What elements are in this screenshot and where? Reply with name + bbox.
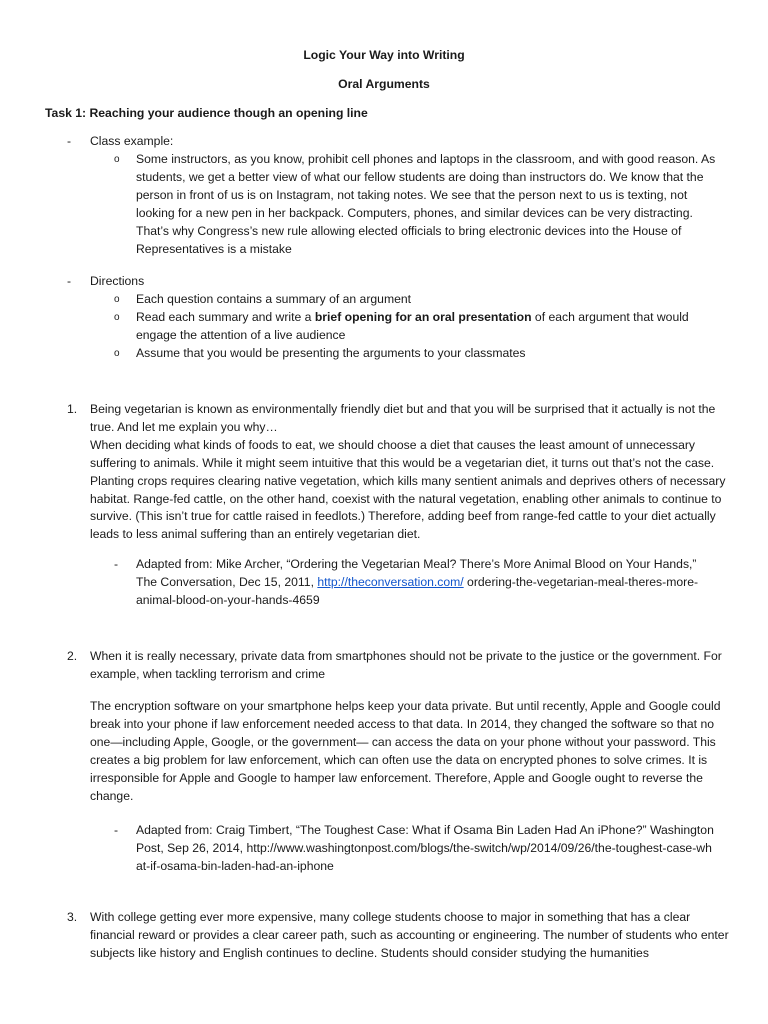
question-3-number: 3. [67,910,78,924]
dash-marker: - [114,557,119,571]
question-3-intro: With college getting ever more expensive, many college students choose to major in something that has a clear financial reward or provides a clear career path, such as accounting or engineering. The number of students who enter subjects like history and English continues to decline. Students should consider studying the humanities [90,910,729,960]
document-title: Logic Your Way into Writing [303,48,465,62]
bullet-marker: o [114,348,120,359]
class-example-text: Some instructors, as you know, prohibit cell phones and laptops in the classroom, and with good reason. As students, we get a better view of what our fellow students are doing than instructors do. We know that the person in front of us is on Instagram, not taking notes. We see that the person next to us is texting, not looking for a new pen in her backpack. Computers, phones, and similar devices can be very distracting. That’s why Congress’s new rule allowing elected officials to bring electronic devices into the House of Representatives is a mistake [136,152,716,256]
question-2-source: Adapted from: Craig Timbert, “The Toughest Case: What if Osama Bin Laden Had An iPhone?” Washington Post, Sep 26, 2014, http://www.washingtonpost.com/blogs/the-switch/wp/2014/09/26/the-toughest-case-what-if-osama-bin-laden-had-an-iphone [136,823,714,873]
question-1-body: When deciding what kinds of foods to eat, we should choose a diet that causes the least amount of unnecessary suffering to animals. While it might seem intuitive that this would be a vegetarian diet, it turns out that’s not the case. Planting crops requires clearing native vegetation, which kills many sentient animals and deprives others of necessary habitat. Range-fed cattle, on the other hand, coexist with the natural vegetation, enabling other animals to continue to survive. (This isn’t true for cattle raised in feedlots.) Therefore, adding beef from range-fed cattle to your diet actually leads to less animal suffering than an entirely vegetarian diet. [90,437,726,542]
question-1-number: 1. [67,402,78,416]
question-1-source: Adapted from: Mike Archer, “Ordering the Vegetarian Meal? There’s More Animal Blood on Your Hands,” The Conversation, Dec 15, 2011, http://theconversation.com/ ordering-the-vegetarian-meal-theres-more-animal-blood-on-your-hands-4659 [136,557,699,607]
dash-marker: - [67,134,72,148]
bullet-marker: o [114,312,120,323]
question-2-number: 2. [67,649,78,663]
class-example-label: Class example: [90,134,174,148]
question-2-intro: When it is really necessary, private data from smartphones should not be private to the justice or the government. For example, when tackling terrorism and crime [90,649,722,681]
bullet-marker: o [114,294,120,305]
source-link[interactable]: http://theconversation.com/ [317,574,464,589]
directions-item-2: Read each summary and write a brief opening for an oral presentation of each argument that would engage the attention of a live audience [136,310,689,342]
question-1 [90,401,730,544]
dash-marker: - [114,823,119,837]
directions-item-1: Each question contains a summary of an argument [136,292,412,306]
bullet-marker: o [114,154,120,165]
dash-marker: - [67,274,72,288]
directions-item-3: Assume that you would be presenting the arguments to your classmates [136,346,526,360]
document-subtitle: Oral Arguments [338,77,430,91]
directions-label: Directions [90,274,145,288]
emphasis-text: brief opening for an oral presentation [314,310,532,324]
question-2-body: The encryption software on your smartphone helps keep your data private. But until recently, Apple and Google could break into your phone if law enforcement needed access to that data. In 2014, they changed the software so that no one—including Apple, Google, or the government— can access the data on your phone without your password. This creates a big problem for law enforcement, which can often use the data on encrypted phones to solve crimes. It is irresponsible for Apple and Google to hamper law enforcement. Therefore, Apple and Google ought to reverse the change. [90,699,721,803]
task-heading: Task 1: Reaching your audience though an opening line [45,106,368,120]
question-1-intro: Being vegetarian is known as environmentally friendly diet but and that you will be surprised that it actually is not the true. And let me explain you why… [90,402,716,434]
